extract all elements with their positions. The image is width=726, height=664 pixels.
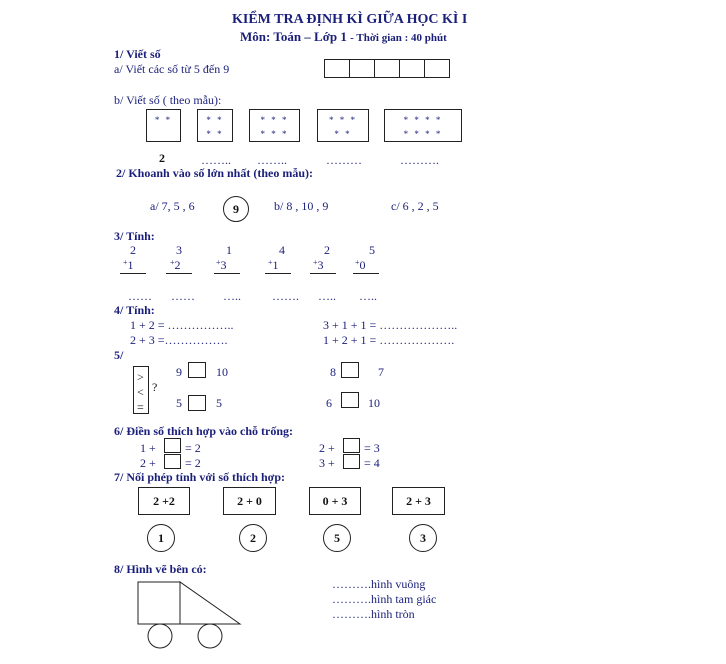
q1-a-label: a/ Viết các số từ 5 đến 9 (114, 62, 230, 76)
q8-item: ……….hình tròn (332, 607, 415, 621)
column-top: 3 (176, 243, 182, 257)
star-row: * * * (329, 115, 357, 125)
column-bottom (268, 259, 279, 271)
number-circle[interactable]: 5 (323, 524, 351, 552)
subject-label: Môn: Toán – Lớp 1 (240, 29, 347, 44)
page-title: KIỂM TRA ĐỊNH KÌ GIỮA HỌC KÌ I (232, 12, 468, 27)
shapes-figure (136, 581, 246, 651)
q4-expression: 3 + 1 + 1 = ……………….. (323, 318, 458, 332)
answer-cell[interactable] (375, 60, 400, 77)
q2-c-text: c/ 6 , 2 , 5 (391, 199, 439, 213)
star-row: * * * (260, 129, 289, 139)
star-box (146, 109, 181, 142)
q3-blank[interactable]: ….. (318, 289, 336, 303)
operation-box[interactable]: 2 + 0 (223, 487, 276, 515)
compare-right: 5 (216, 396, 222, 410)
q1-answer[interactable]: …….. (201, 153, 231, 167)
compare-right: 7 (378, 365, 384, 379)
q1-b-label: b/ Viết số ( theo mẫu): (114, 93, 222, 107)
star-box (384, 109, 462, 142)
q4-heading: 4/ Tính: (114, 303, 155, 317)
answer-cell[interactable] (325, 60, 350, 77)
operation-box[interactable]: 2 +2 (138, 487, 190, 515)
circle-shape (198, 624, 222, 648)
question-mark: ? (152, 380, 158, 394)
answer-cell[interactable] (425, 60, 449, 77)
star-row: * * * (260, 115, 289, 125)
column-bottom (216, 259, 227, 271)
q5-heading: 5/ (114, 348, 124, 362)
column-bottom (170, 259, 181, 271)
operation-box[interactable]: 0 + 3 (309, 487, 361, 515)
q1-answer[interactable]: ………. (400, 153, 439, 167)
q6-post: = 3 (364, 441, 380, 455)
q6-post: = 2 (185, 441, 201, 455)
circle-shape (148, 624, 172, 648)
star-row: * * * * (403, 115, 443, 125)
sign-box (133, 366, 149, 414)
number-circle[interactable]: 3 (409, 524, 437, 552)
compare-left: 6 (326, 396, 332, 410)
column-bottom (313, 259, 324, 271)
q4-expression: 1 + 2 + 1 = ………………. (323, 333, 455, 347)
column-top: 1 (226, 243, 232, 257)
number-circle[interactable]: 2 (239, 524, 267, 552)
less-sign: < (137, 385, 144, 399)
sum-line (166, 273, 192, 274)
q1-a-answer-grid[interactable] (324, 59, 450, 78)
q6-pre: 1 + (140, 441, 156, 455)
column-top: 5 (369, 243, 375, 257)
q6-pre: 3 + (319, 456, 335, 470)
star-box (317, 109, 369, 142)
q8-item: ……….hình tam giác (332, 592, 437, 606)
sum-line (353, 273, 379, 274)
sum-line (265, 273, 291, 274)
plus-sign: + (313, 258, 318, 267)
answer-cell[interactable] (400, 60, 425, 77)
q3-heading: 3/ Tính: (114, 229, 155, 243)
q4-expression: 2 + 3 =……………. (130, 333, 228, 347)
q1-heading: 1/ Viết số (114, 47, 161, 61)
column-bottom-value: 1 (272, 258, 279, 272)
q3-blank[interactable]: ….. (223, 289, 241, 303)
q6-heading: 6/ Điền số thích hợp vào chỗ trống: (114, 424, 293, 438)
q3-blank[interactable]: …… (128, 289, 152, 303)
column-bottom-value: 1 (127, 258, 134, 272)
compare-left: 8 (330, 365, 336, 379)
q7-heading: 7/ Nối phép tính với số thích hợp: (114, 470, 285, 484)
q1-answer[interactable]: ……… (326, 153, 362, 167)
compare-box[interactable] (188, 395, 206, 411)
column-bottom-value: 2 (174, 258, 181, 272)
star-row: * * * * (403, 129, 443, 139)
star-box (197, 109, 233, 142)
star-row: * * (206, 129, 224, 139)
column-top: 4 (279, 243, 285, 257)
q3-blank[interactable]: ….. (359, 289, 377, 303)
q1-answer: 2 (159, 151, 165, 165)
q2-b-text: b/ 8 , 10 , 9 (274, 199, 329, 213)
column-bottom-value: 0 (359, 258, 366, 272)
q3-blank[interactable]: …… (171, 289, 195, 303)
circled-number: 9 (223, 196, 249, 222)
compare-left: 5 (176, 396, 182, 410)
compare-right: 10 (216, 365, 228, 379)
column-bottom (123, 259, 134, 271)
column-bottom (355, 259, 366, 271)
sum-line (214, 273, 240, 274)
answer-cell[interactable] (350, 60, 375, 77)
operation-box[interactable]: 2 + 3 (392, 487, 445, 515)
star-row: * * (334, 129, 352, 139)
page-subtitle (240, 30, 447, 44)
plus-sign: + (355, 258, 360, 267)
fill-box[interactable] (164, 454, 181, 469)
compare-left: 9 (176, 365, 182, 379)
q4-expression: 1 + 2 = …………….. (130, 318, 234, 332)
q3-blank[interactable]: ……. (272, 289, 299, 303)
q8-heading: 8/ Hình vẽ bên có: (114, 562, 207, 576)
time-label: - Thời gian : 40 phút (350, 32, 447, 44)
q2-a-text: a/ 7, 5 , 6 (150, 199, 195, 213)
compare-box[interactable] (188, 362, 206, 378)
q6-pre: 2 + (319, 441, 335, 455)
compare-box[interactable] (341, 362, 359, 378)
q8-item: ……….hình vuông (332, 577, 426, 591)
star-box (249, 109, 300, 142)
q6-post: = 2 (185, 456, 201, 470)
star-row: * * (206, 115, 224, 125)
q6-pre: 2 + (140, 456, 156, 470)
triangle-shape (180, 582, 240, 624)
q6-post: = 4 (364, 456, 380, 470)
column-top: 2 (130, 243, 136, 257)
plus-sign: + (268, 258, 273, 267)
plus-sign: + (216, 258, 221, 267)
number-circle[interactable]: 1 (147, 524, 175, 552)
column-top: 2 (324, 243, 330, 257)
q2-heading: 2/ Khoanh vào số lớn nhất (theo mẫu): (116, 166, 314, 180)
fill-box[interactable] (164, 438, 181, 453)
greater-sign: > (137, 370, 144, 384)
fill-box[interactable] (343, 438, 360, 453)
equal-sign: = (137, 400, 144, 414)
fill-box[interactable] (343, 454, 360, 469)
sum-line (120, 273, 146, 274)
compare-right: 10 (368, 396, 380, 410)
column-bottom-value: 3 (220, 258, 227, 272)
plus-sign: + (123, 258, 128, 267)
compare-box[interactable] (341, 392, 359, 408)
square-shape (138, 582, 180, 624)
column-bottom-value: 3 (317, 258, 324, 272)
plus-sign: + (170, 258, 175, 267)
star-row: * * (154, 115, 173, 125)
sum-line (310, 273, 336, 274)
q1-answer[interactable]: …….. (257, 153, 287, 167)
